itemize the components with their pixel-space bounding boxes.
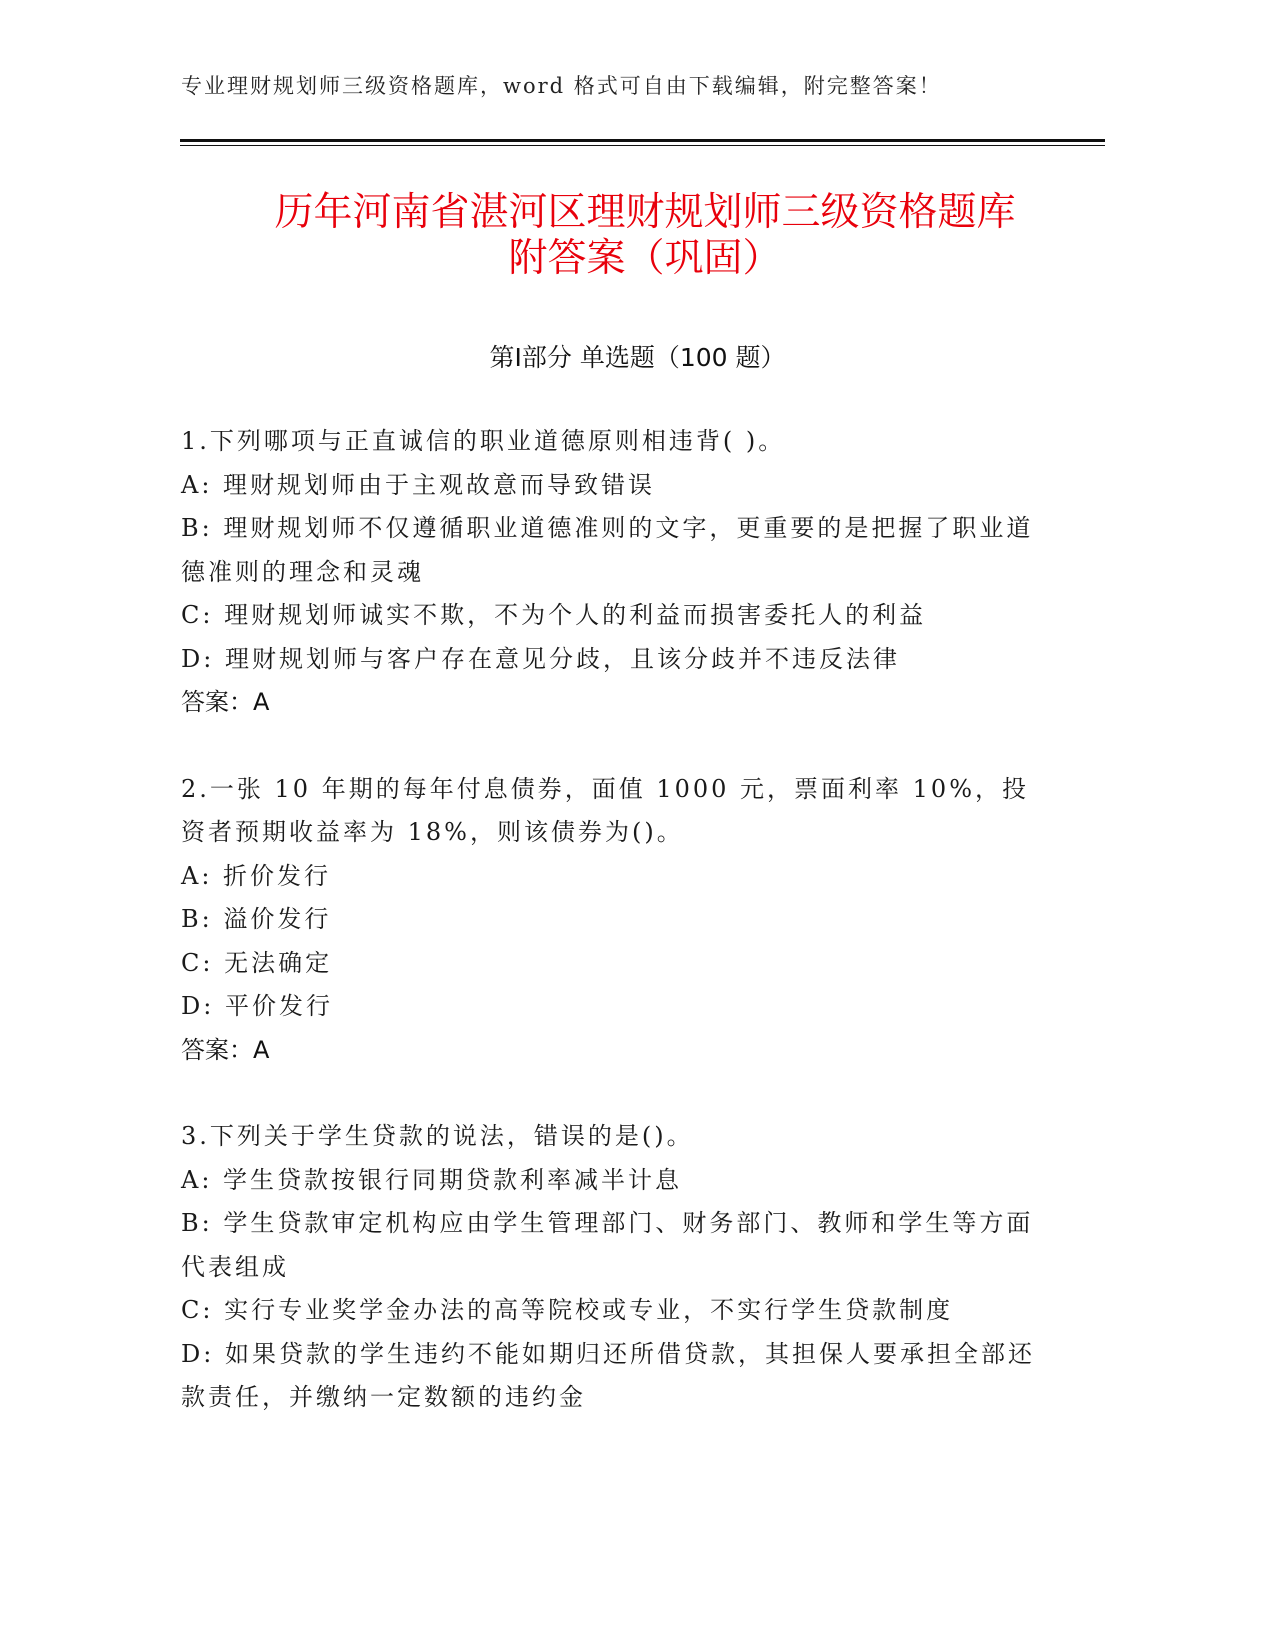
title-line-1: 历年河南省湛河区理财规划师三级资格题库 bbox=[274, 190, 1016, 235]
option-a: A: 理财规划师由于主观故意而导致错误 bbox=[181, 470, 656, 499]
question-list bbox=[181, 420, 1041, 1463]
option-d: D: 理财规划师与客户存在意见分歧，且该分歧并不违反法律 bbox=[181, 644, 900, 673]
document-title bbox=[150, 190, 1140, 282]
option-b: B: 溢价发行 bbox=[181, 905, 332, 933]
header-rule-thick bbox=[180, 139, 1105, 142]
question-stem: 2.一张 10 年期的每年付息债券，面值 1000 元，票面利率 10%，投资者预期收益率为 18%，则该债券为()。 bbox=[181, 774, 1030, 846]
option-c: C: 实行专业奖学金办法的高等院校或专业，不实行学生贷款制度 bbox=[181, 1296, 954, 1324]
answer-label: 答案：A bbox=[181, 1035, 270, 1064]
option-d: D: 平价发行 bbox=[181, 992, 333, 1020]
title-line-2: 附答案（巩固） bbox=[508, 236, 782, 281]
option-a: A: 折价发行 bbox=[181, 861, 332, 890]
question-3 bbox=[181, 1115, 1041, 1420]
option-a: A: 学生贷款按银行同期贷款利率减半计息 bbox=[181, 1165, 683, 1194]
option-d: D: 如果贷款的学生违约不能如期归还所借贷款，其担保人要承担全部还款责任，并缴纳一定数额的违约金 bbox=[181, 1339, 1035, 1411]
section-title: 第Ⅰ部分 单选题（100 题） bbox=[489, 343, 786, 372]
question-stem: 3.下列关于学生贷款的说法，错误的是()。 bbox=[181, 1122, 694, 1150]
answer-label: 答案：A bbox=[181, 688, 270, 716]
question-1 bbox=[181, 420, 1041, 725]
question-stem: 1.下列哪项与正直诚信的职业道德原则相违背( )。 bbox=[181, 427, 786, 455]
option-c: C: 无法确定 bbox=[181, 948, 333, 977]
option-b: B: 理财规划师不仅遵循职业道德准则的文字，更重要的是把握了职业道德准则的理念和灵魂 bbox=[181, 514, 1034, 586]
page-header: 专业理财规划师三级资格题库，word 格式可自由下载编辑，附完整答案！ bbox=[181, 74, 942, 98]
option-c: C: 理财规划师诚实不欺，不为个人的利益而损害委托人的利益 bbox=[181, 601, 927, 629]
header-rule-thin bbox=[180, 145, 1105, 146]
question-2 bbox=[181, 768, 1041, 1073]
option-b: B: 学生贷款审定机构应由学生管理部门、财务部门、教师和学生等方面代表组成 bbox=[181, 1209, 1034, 1281]
